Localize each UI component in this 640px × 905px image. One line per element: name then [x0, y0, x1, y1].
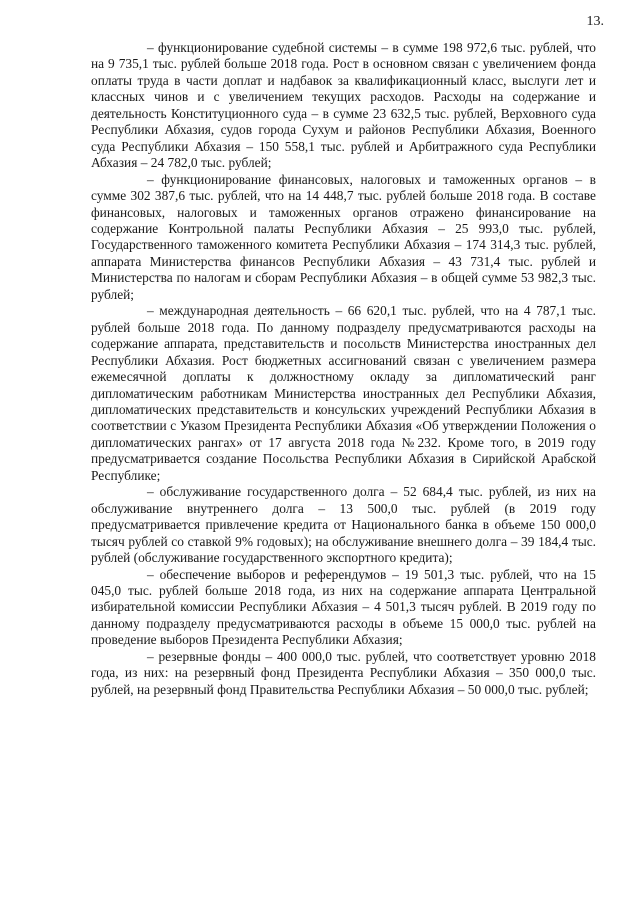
paragraph-international-activity: – международная деятельность – 66 620,1 тыс. рублей, что на 4 787,1 тыс. рублей больше 2018 года. По данному подразделу предусматриваются расходы на содержание аппарата, представительств и посольств Министерства иностранных дел Республики Абхазия. Рост бюджетных ассигнований связан с увеличением размера ежемесячной доплаты к должностному окладу за дипломатический ранг дипломатическим работникам Министерства иностранных дел Республики Абхазия, дипломатических представительств и консульских учреждений Республики Абхазия в соответствии с Указом Президента Республики Абхазия «Об утверждении Положения о дипломатических рангах» от 17 августа 2018 года №232. Кроме того, в 2019 году предусматривается создание Посольства Республики Абхазия в Сирийской Арабской Республике;	[91, 303, 596, 483]
paragraph-public-debt: – обслуживание государственного долга – 52 684,4 тыс. рублей, из них на обслуживание внутреннего долга – 13 500,0 тыс. рублей (в 2019 году предусматривается привлечение кредита от Национального банка в объеме 150 000,0 тысяч рублей со ставкой 9% годовых); на обслуживание внешнего долга – 39 184,4 тыс. рублей (обслуживание государственного экспортного кредита);	[91, 484, 596, 566]
paragraph-judicial-system: – функционирование судебной системы – в сумме 198 972,6 тыс. рублей, что на 9 735,1 тыс. рублей больше 2018 года. Рост в основном связан с увеличением фонда оплаты труда в части доплат и надбавок за квалификационный класс, выслуги лет и классных чинов и с увеличением текущих расходов. Расходы на содержание и деятельность Конституционного суда – в сумме 23 632,5 тыс. рублей, Верховного суда Республики Абхазия, судов города Сухум и районов Республики Абхазия, Военного суда Республики Абхазия – 150 558,1 тыс. рублей и Арбитражного суда Республики Абхазия – 24 782,0 тыс. рублей;	[91, 40, 596, 171]
document-body	[91, 40, 596, 698]
paragraph-financial-organs: – функционирование финансовых, налоговых и таможенных органов – в сумме 302 387,6 тыс. рублей, что на 14 448,7 тыс. рублей больше 2018 года. В составе финансовых, налоговых и таможенных органов отражено финансирование на содержание Контрольной палаты Республики Абхазия – 25 993,0 тыс. рублей, Государственного таможенного комитета Республики Абхазия – 174 314,3 тыс. рублей, аппарата Министерства финансов Республики Абхазия – 43 731,4 тыс. рублей и Министерства по налогам и сборам Республики Абхазия – в общей сумме 53 982,3 тыс. рублей;	[91, 171, 596, 302]
paragraph-reserve-funds: – резервные фонды – 400 000,0 тыс. рублей, что соответствует уровню 2018 года, из них: на резервный фонд Президента Республики Абхазия – 350 000,0 тыс. рублей, на резервный фонд Правительства Республики Абхазия – 50 000,0 тыс. рублей;	[91, 648, 596, 697]
page-number: 13.	[586, 14, 604, 29]
paragraph-elections: – обеспечение выборов и референдумов – 19 501,3 тыс. рублей, что на 15 045,0 тыс. рублей больше 2018 года, из них на содержание аппарата Центральной избирательной комиссии Республики Абхазия – 4 501,3 тысяч рублей. В 2019 году по данному подразделу предусматриваются расходы в объеме 15 000,0 тыс. рублей на проведение выборов Президента Республики Абхазия;	[91, 566, 596, 648]
